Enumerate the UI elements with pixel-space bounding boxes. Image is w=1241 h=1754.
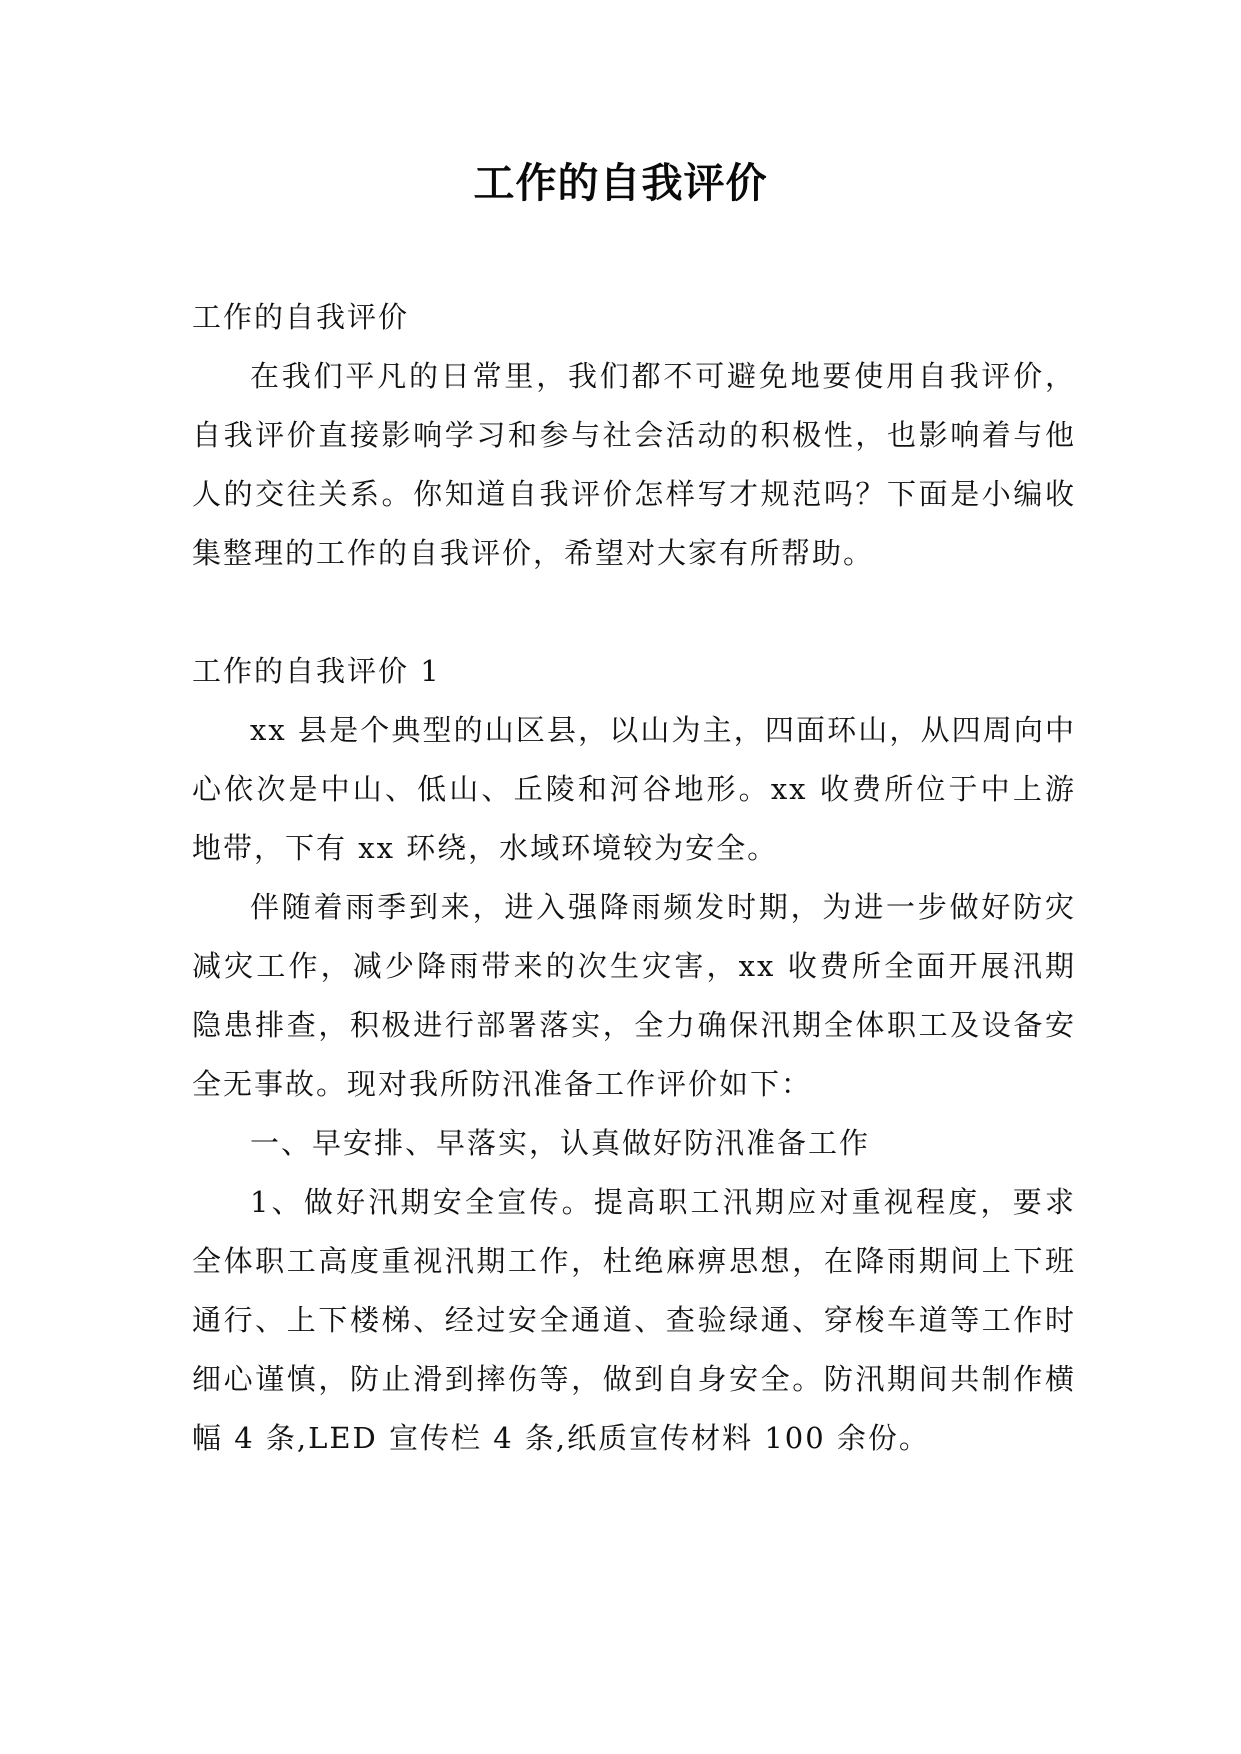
section-1-heading: 工作的自我评价 1 xyxy=(192,654,441,688)
subheading-paragraph: 一、早安排、早落实，认真做好防汛准备工作 xyxy=(250,1126,871,1160)
intro-paragraph: 在我们平凡的日常里，我们都不可避免地要使用自我评价，自我评价直接影响学习和参与社会活动的积极性，也影响着与他人的交往关系。你知道自我评价怎样写才规范吗？下面是小编收集整理的工作的自我评价，希望对大家有所帮助。 xyxy=(192,359,1076,570)
body-paragraph: 伴随着雨季到来，进入强降雨频发时期，为进一步做好防灾减灾工作，减少降雨带来的次生灾害，xx 收费所全面开展汛期隐患排查，积极进行部署落实，全力确保汛期全体职工及设备安全无事故。现对我所防汛准备工作评价如下： xyxy=(192,890,1076,1101)
body-paragraph: 1、做好汛期安全宣传。提高职工汛期应对重视程度，要求全体职工高度重视汛期工作，杜绝麻痹思想，在降雨期间上下班通行、上下楼梯、经过安全通道、查验绿通、穿梭车道等工作时细心谨慎，防止滑到摔伤等，做到自身安全。防汛期间共制作横幅 4 条,LED 宣传栏 4 条,纸质宣传材料 100 余份。 xyxy=(192,1185,1076,1455)
intro-label: 工作的自我评价 xyxy=(192,300,410,334)
document-title: 工作的自我评价 xyxy=(473,159,768,207)
body-paragraph: xx 县是个典型的山区县，以山为主，四面环山，从四周向中心依次是中山、低山、丘陵和河谷地形。xx 收费所位于中上游地带，下有 xx 环绕，水域环境较为安全。 xyxy=(192,713,1076,865)
